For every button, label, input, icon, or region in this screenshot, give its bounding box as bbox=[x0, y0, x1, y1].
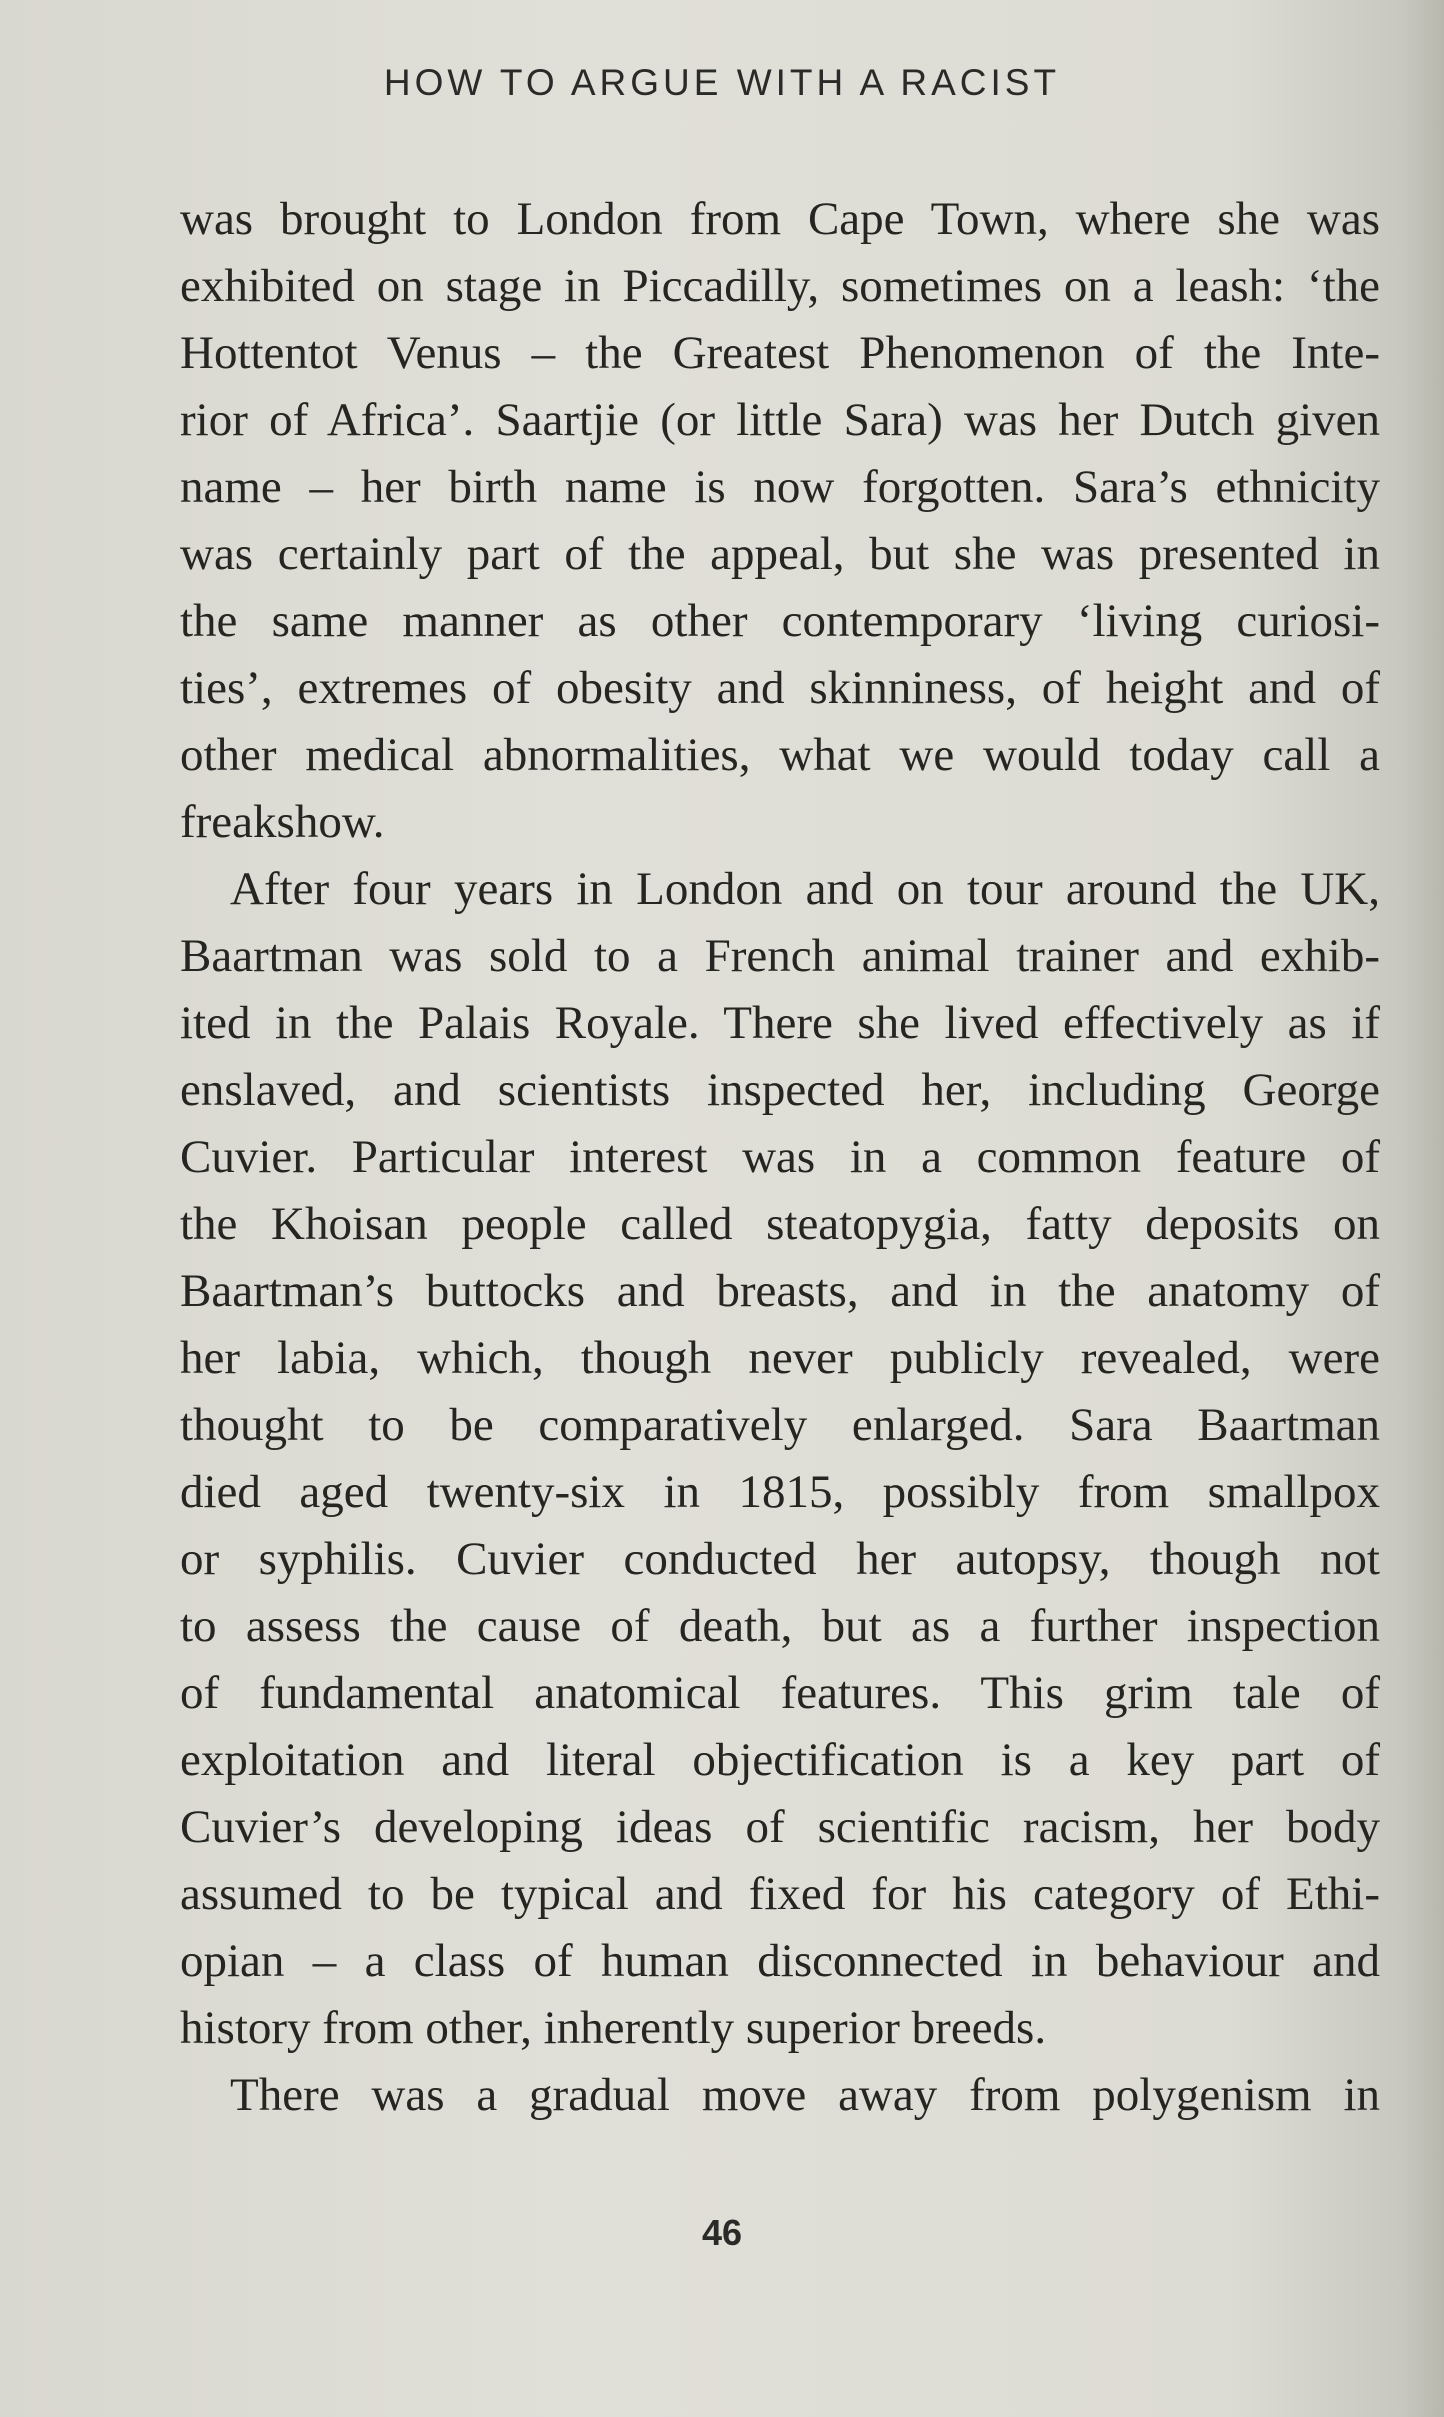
text-line: was brought to London from Cape Town, where she was bbox=[180, 193, 1380, 245]
text-line: Cuvier. Particular interest was in a common feature of bbox=[180, 1131, 1380, 1183]
running-head: HOW TO ARGUE WITH A RACIST bbox=[383, 62, 1061, 103]
text-line: died aged twenty-six in 1815, possibly from smallpox bbox=[180, 1466, 1380, 1518]
text-line: or syphilis. Cuvier conducted her autopsy, though not bbox=[180, 1533, 1380, 1585]
text-line: exploitation and literal objectification is a key part of bbox=[180, 1734, 1380, 1786]
text-line: other medical abnormalities, what we would today call a bbox=[180, 729, 1380, 781]
text-line: opian – a class of human disconnected in behaviour and bbox=[180, 1935, 1380, 1987]
text-line: name – her birth name is now forgotten. Sara’s ethnicity bbox=[180, 461, 1380, 513]
text-line: thought to be comparatively enlarged. Sara Baartman bbox=[180, 1399, 1380, 1451]
body-text bbox=[180, 186, 1380, 2129]
text-line: ties’, extremes of obesity and skinniness, of height and of bbox=[180, 662, 1380, 714]
text-line: of fundamental anatomical features. This grim tale of bbox=[180, 1667, 1380, 1719]
text-line: Cuvier’s developing ideas of scientific racism, her body bbox=[180, 1801, 1380, 1853]
page-number: 46 bbox=[701, 2212, 743, 2253]
text-line: the Khoisan people called steatopygia, fatty deposits on bbox=[180, 1198, 1380, 1250]
text-line: her labia, which, though never publicly revealed, were bbox=[180, 1332, 1380, 1384]
text-line: assumed to be typical and fixed for his category of Ethi- bbox=[180, 1868, 1380, 1920]
text-line: was certainly part of the appeal, but she was presented in bbox=[180, 528, 1380, 580]
text-line: ited in the Palais Royale. There she lived effectively as if bbox=[180, 997, 1380, 1049]
text-line: There was a gradual move away from polygenism in bbox=[230, 2069, 1380, 2121]
text-line: rior of Africa’. Saartjie (or little Sara) was her Dutch given bbox=[180, 394, 1380, 446]
text-line: exhibited on stage in Piccadilly, sometimes on a leash: ‘the bbox=[180, 260, 1380, 312]
text-line: Baartman’s buttocks and breasts, and in the anatomy of bbox=[180, 1265, 1380, 1317]
text-line: Hottentot Venus – the Greatest Phenomenon of the Inte- bbox=[180, 327, 1380, 379]
text-line: to assess the cause of death, but as a further inspection bbox=[180, 1600, 1380, 1652]
text-line: freakshow. bbox=[180, 796, 385, 848]
text-line: After four years in London and on tour around the UK, bbox=[230, 863, 1380, 915]
text-line: the same manner as other contemporary ‘living curiosi- bbox=[180, 595, 1380, 647]
text-line: enslaved, and scientists inspected her, including George bbox=[180, 1064, 1380, 1116]
text-line: history from other, inherently superior breeds. bbox=[180, 2002, 1047, 2054]
text-line: Baartman was sold to a French animal trainer and exhib- bbox=[180, 930, 1380, 982]
